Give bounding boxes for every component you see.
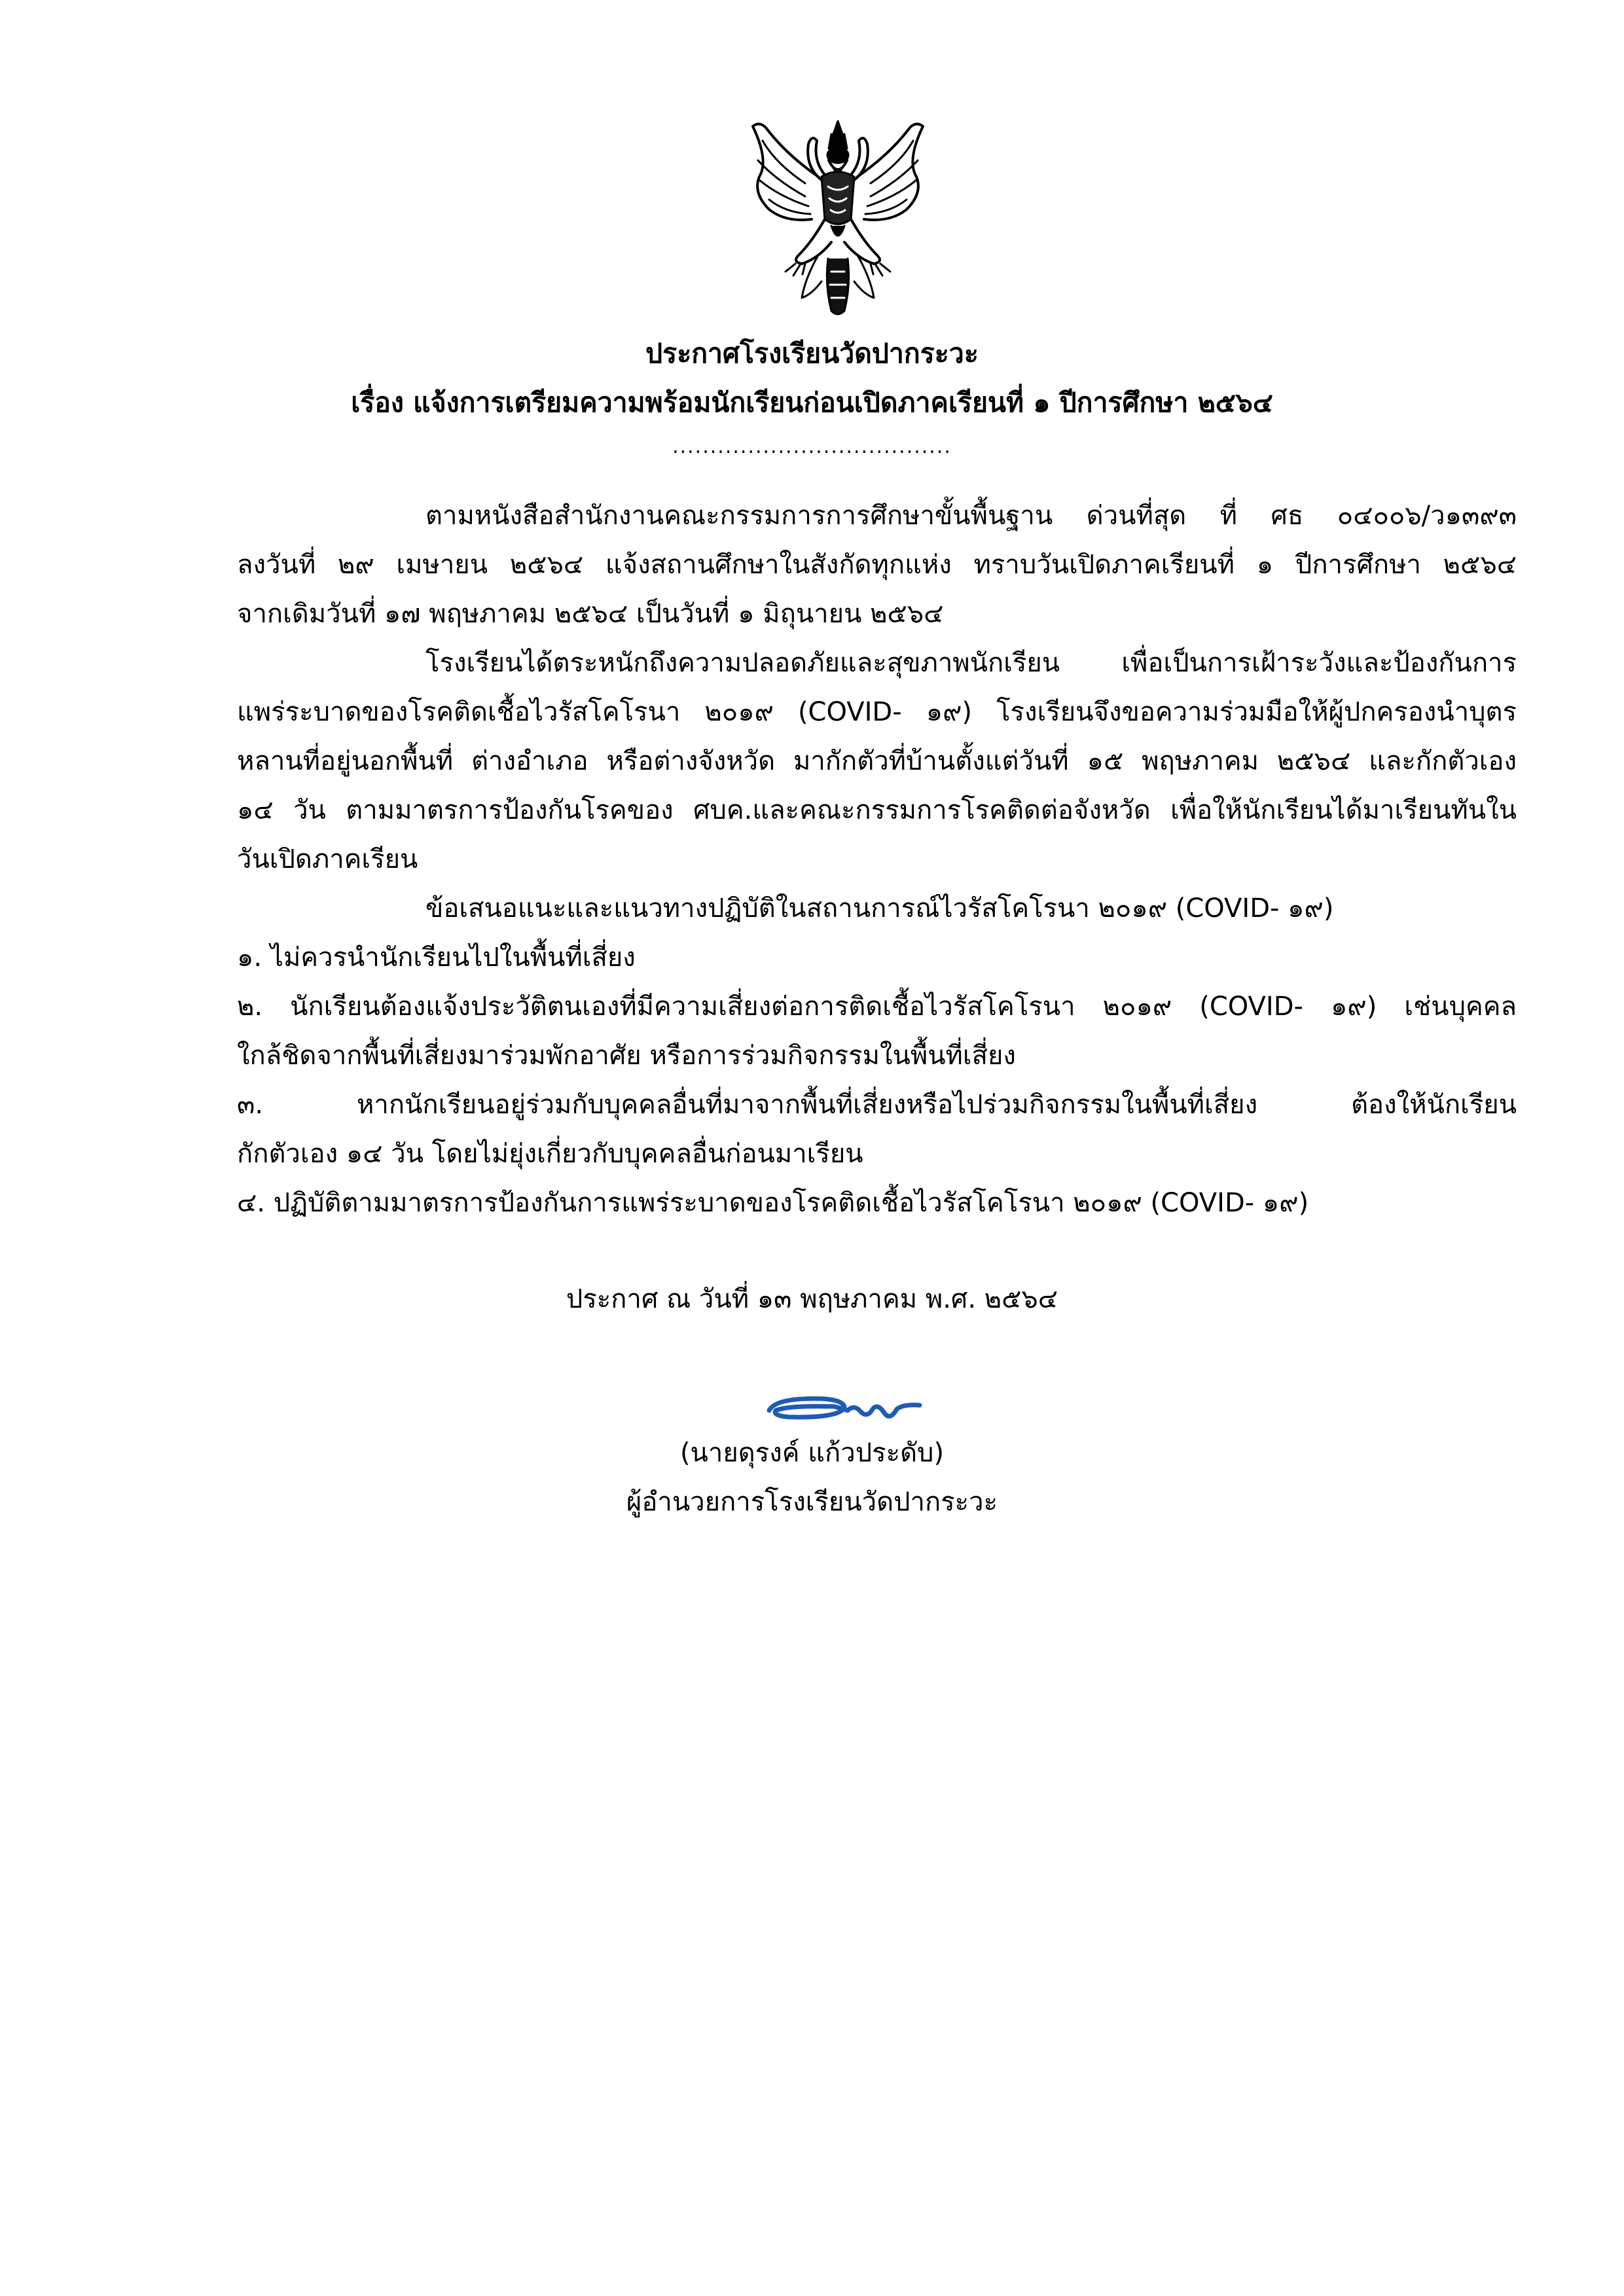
signer-name: (นายดุรงค์ แก้วประดับ) — [679, 1438, 945, 1468]
paragraph-1-line-3: จากเดิมวันที่ ๑๗ พฤษภาคม ๒๕๖๔ เป็นวันที่ ๑ มิถุนายน ๒๕๖๔ — [237, 599, 944, 629]
guideline-item-3-line-2: กักตัวเอง ๑๔ วัน โดยไม่ยุ่งเกี่ยวกับบุคคลอื่นก่อนมาเรียน — [237, 1139, 863, 1169]
handwritten-signature-icon — [763, 1384, 926, 1430]
announcement-title: ประกาศโรงเรียนวัดปากระวะ — [645, 338, 979, 369]
guideline-item-1: ๑. ไม่ควรนำนักเรียนไปในพื้นที่เสี่ยง — [237, 942, 636, 973]
paragraph-1-line-2: ลงวันที่ ๒๙ เมษายน ๒๕๖๔ แจ้งสถานศึกษาในสังกัดทุกแห่ง ทราบวันเปิดภาคเรียนที่ ๑ ปีการศึกษา ๒๕๖๔ — [237, 550, 1517, 580]
announcement-date: ประกาศ ณ วันที่ ๑๓ พฤษภาคม พ.ศ. ๒๕๖๔ — [566, 1284, 1058, 1314]
title-separator: ..................................... — [672, 435, 952, 458]
paragraph-2-line-1: โรงเรียนได้ตระหนักถึงความปลอดภัยและสุขภาพนักเรียน เพื่อเป็นการเฝ้าระวังและป้องกันการ — [425, 648, 1517, 678]
paragraph-2-line-4: ๑๔ วัน ตามมาตรการป้องกันโรคของ ศบค.และคณะกรรมการโรคติดต่อจังหวัด เพื่อให้นักเรียนได้มาเรียนทันใน — [237, 795, 1517, 825]
garuda-emblem-icon — [740, 115, 936, 324]
guideline-item-4: ๔. ปฏิบัติตามมาตรการป้องกันการแพร่ระบาดของโรคติดเชื้อไวรัสโคโรนา ๒๐๑๙ (COVID- ๑๙) — [237, 1188, 1309, 1218]
guidelines-heading: ข้อเสนอแนะและแนวทางปฏิบัติในสถานการณ์ไวรัสโคโรนา ๒๐๑๙ (COVID- ๑๙) — [425, 893, 1334, 924]
guideline-item-2-line-1: ๒. นักเรียนต้องแจ้งประวัติตนเองที่มีความเสี่ยงต่อการติดเชื้อไวรัสโคโรนา ๒๐๑๙ (COVID- ๑๙) เช่นบุคคล — [237, 992, 1517, 1022]
paragraph-2-line-2: แพร่ระบาดของโรคติดเชื้อไวรัสโคโรนา ๒๐๑๙ (COVID- ๑๙) โรงเรียนจึงขอความร่วมมือให้ผู้ปกครองนำบุตร — [237, 697, 1517, 727]
signer-position: ผู้อำนวยการโรงเรียนวัดปากระวะ — [626, 1487, 998, 1517]
paragraph-2-line-5: วันเปิดภาคเรียน — [237, 844, 418, 874]
guideline-item-3-line-1: ๓. หากนักเรียนอยู่ร่วมกับบุคคลอื่นที่มาจากพื้นที่เสี่ยงหรือไปร่วมกิจกรรมในพื้นที่เสี่ยง ต้องให้นักเรียน — [237, 1090, 1517, 1120]
paragraph-2-line-3: หลานที่อยู่นอกพื้นที่ ต่างอำเภอ หรือต่างจังหวัด มากักตัวที่บ้านตั้งแต่วันที่ ๑๕ พฤษภาคม ๒๕๖๔ และกักตัวเอง — [237, 746, 1517, 776]
paragraph-1-line-1: ตามหนังสือสำนักงานคณะกรรมการการศึกษาขั้นพื้นฐาน ด่วนที่สุด ที่ ศธ ๐๔๐๐๖/ว๑๓๙๓ — [425, 501, 1517, 531]
guideline-item-2-line-2: ใกล้ชิดจากพื้นที่เสี่ยงมาร่วมพักอาศัย หรือการร่วมกิจกรรมในพื้นที่เสี่ยง — [237, 1041, 1016, 1071]
announcement-subject: เรื่อง แจ้งการเตรียมความพร้อมนักเรียนก่อนเปิดภาคเรียนที่ ๑ ปีการศึกษา ๒๕๖๔ — [351, 387, 1273, 418]
